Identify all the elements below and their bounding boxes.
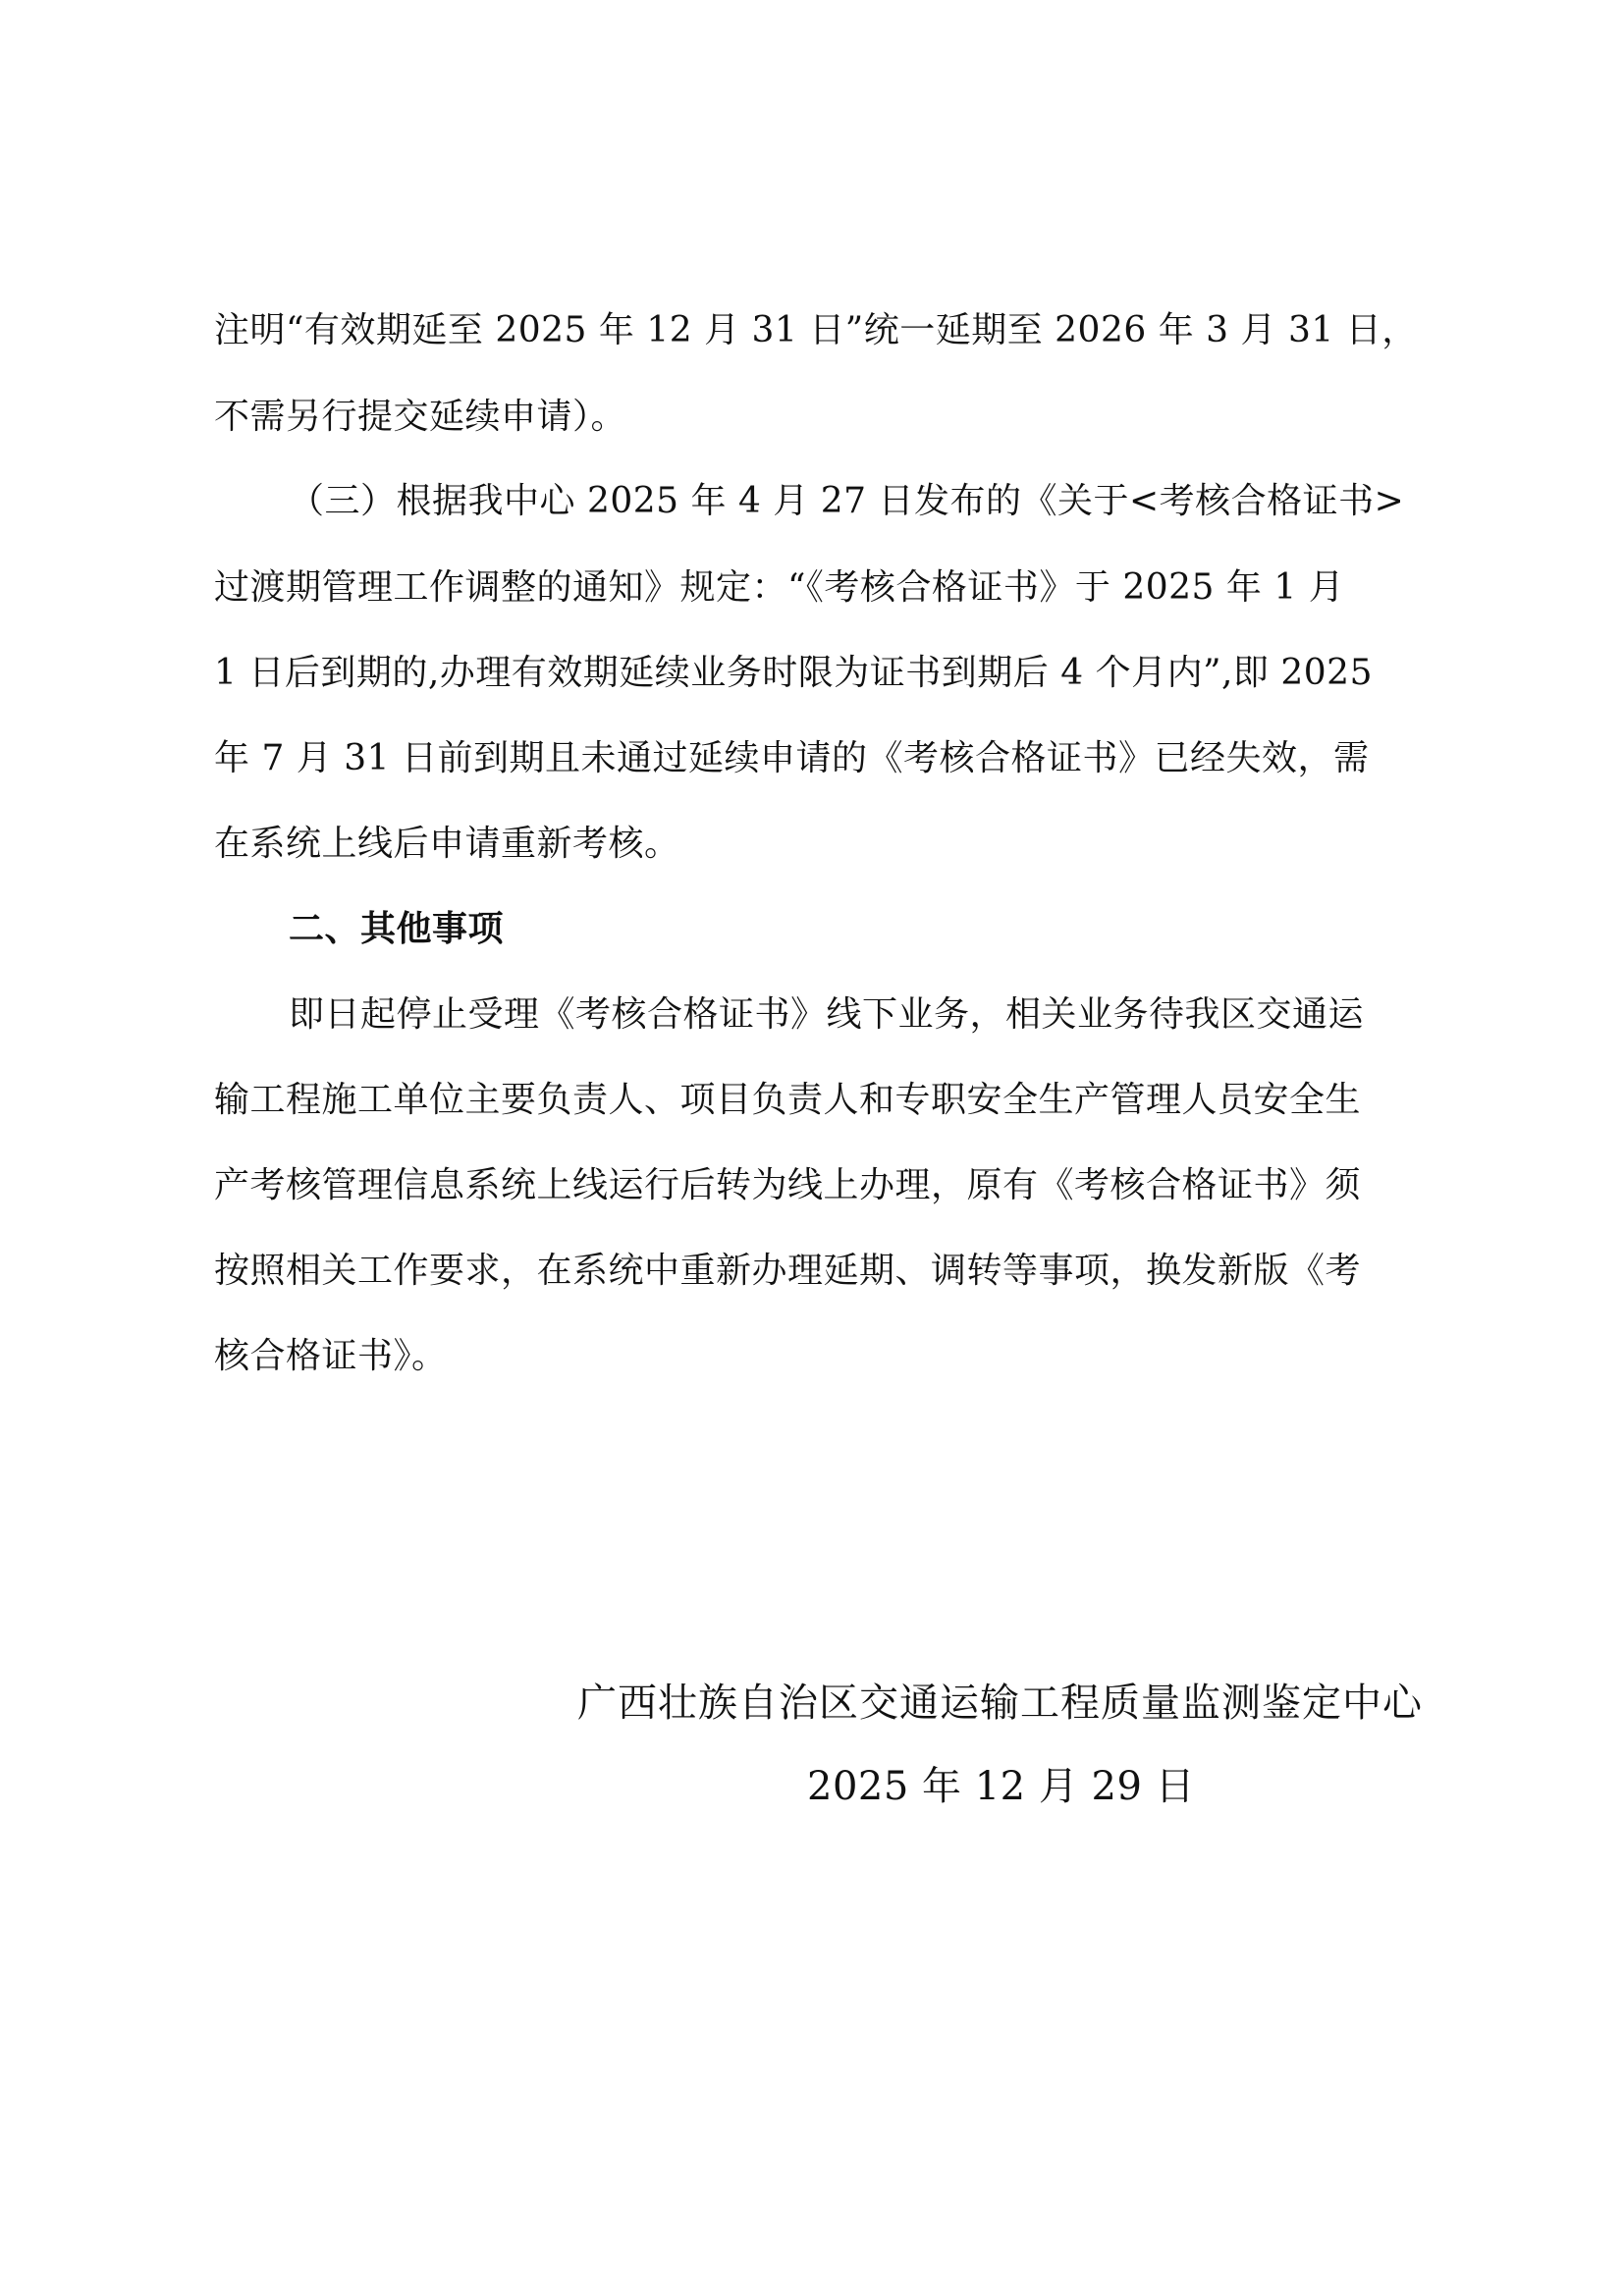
section-line-3: 产考核管理信息系统上线运行后转为线上办理，原有《考核合格证书》须 <box>214 1165 1362 1205</box>
section-heading: 二、其他事项 <box>289 909 505 949</box>
section-line-4: 按照相关工作要求，在系统中重新办理延期、调转等事项，换发新版《考 <box>214 1251 1362 1291</box>
body-line-3: （三）根据我中心 2025 年 4 月 27 日发布的《关于<考核合格证书> <box>289 481 1405 521</box>
body-line-4: 过渡期管理工作调整的通知》规定：“《考核合格证书》于 2025 年 1 月 <box>214 567 1345 608</box>
body-line-1: 注明“有效期延至 2025 年 12 月 31 日”统一延期至 2026 年 3 月 31 日， <box>214 310 1418 350</box>
section-line-5: 核合格证书》。 <box>214 1336 448 1376</box>
signature-date: 2025 年 12 月 29 日 <box>807 1764 1196 1809</box>
body-line-7: 在系统上线后申请重新考核。 <box>214 824 680 864</box>
body-line-6: 年 7 月 31 日前到期且未通过延续申请的《考核合格证书》已经失效，需 <box>214 738 1370 778</box>
signature-organization: 广西壮族自治区交通运输工程质量监测鉴定中心 <box>577 1681 1423 1726</box>
body-line-5: 1 日后到期的,办理有效期延续业务时限为证书到期后 4 个月内”,即 2025 <box>214 653 1373 693</box>
section-line-2: 输工程施工单位主要负责人、项目负责人和专职安全生产管理人员安全生 <box>214 1080 1362 1120</box>
body-line-2: 不需另行提交延续申请）。 <box>214 397 627 437</box>
section-line-1: 即日起停止受理《考核合格证书》线下业务，相关业务待我区交通运 <box>289 994 1365 1035</box>
